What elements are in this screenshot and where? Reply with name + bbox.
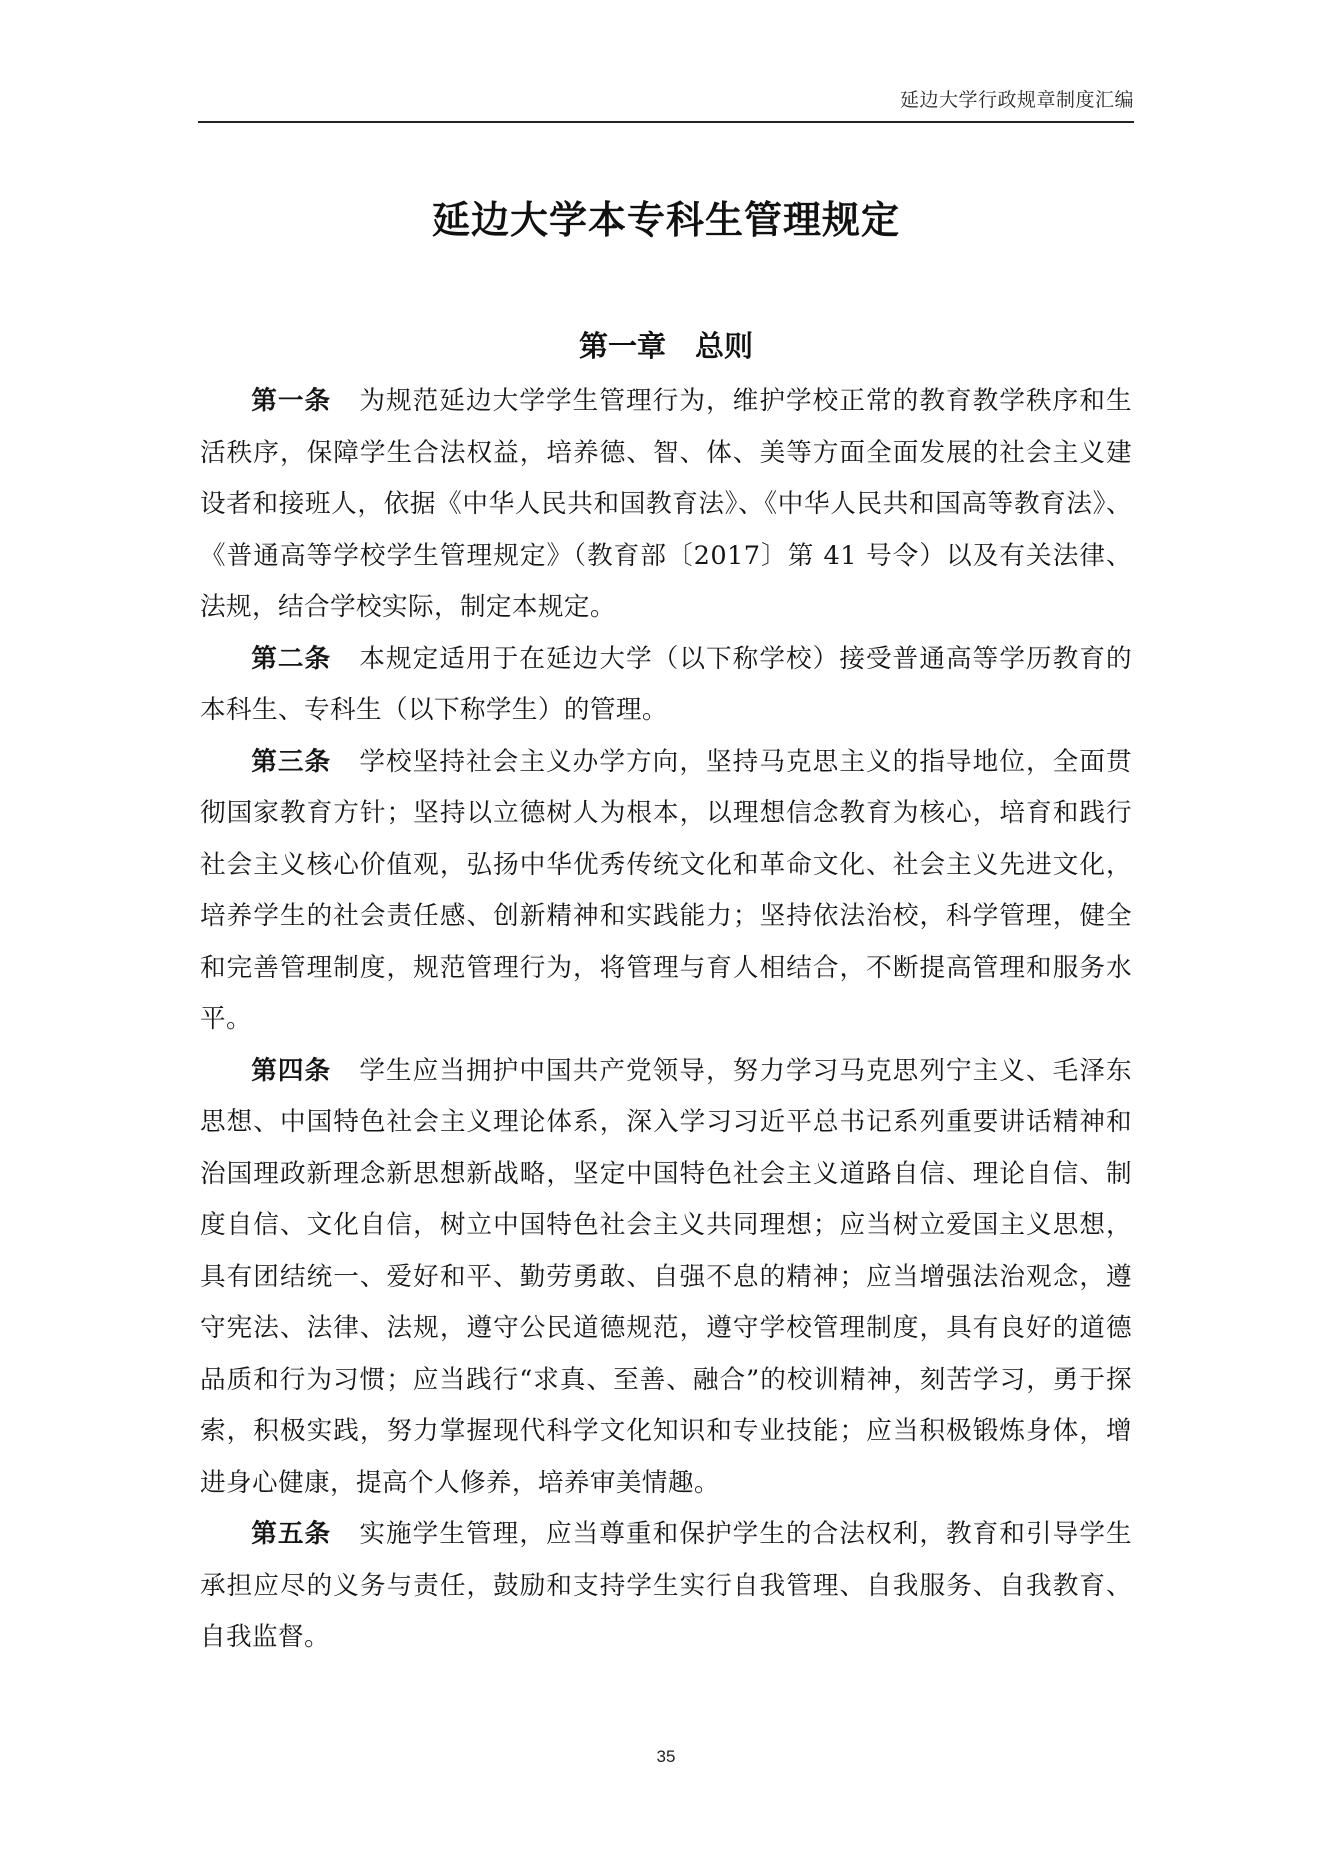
document-title: 延边大学本专科生管理规定 (431, 198, 900, 242)
article-label: 第五条 (251, 1519, 332, 1549)
article-text: 学生应当拥护中国共产党领导，努力学习马克思列宁主义、毛泽东思想、中国特色社会主义理论体系，深入学习习近平总书记系列重要讲话精神和治国理政新理念新思想新战略，坚定中国特色社会主义道路自信、理论自信、制度自信、文化自信，树立中国特色社会主义共同理想；应当树立爱国主义思想，具有团结统一、爱好和平、勤劳勇敢、自强不息的精神；应当增强法治观念，遵守宪法、法律、法规，遵守公民道德规范，遵守学校管理制度，具有良好的道德品质和行为习惯；应当践行“求真、至善、融合”的校训精神，刻苦学习，勇于探索，积极实践，努力掌握现代科学文化知识和专业技能；应当积极锻炼身体，增进身心健康，提高个人修养，培养审美情趣。 (200, 1055, 1132, 1498)
article-label: 第三条 (251, 746, 332, 777)
article-label: 第一条 (251, 386, 332, 416)
article-text: 实施学生管理，应当尊重和保护学生的合法权利，教育和引导学生承担应尽的义务与责任，鼓励和支持学生实行自我管理、自我服务、自我教育、自我监督。 (200, 1519, 1132, 1652)
article-label: 第四条 (251, 1055, 332, 1086)
article-text: 本规定适用于在延边大学（以下称学校）接受普通高等学历教育的本科生、专科生（以下称学生）的管理。 (200, 643, 1132, 725)
article-label: 第二条 (251, 643, 332, 674)
article-text: 为规范延边大学学生管理行为，维护学校正常的教育教学秩序和生活秩序，保障学生合法权益，培养德、智、体、美等方面全面发展的社会主义建设者和接班人，依据《中华人民共和国教育法》、《中华人民共和国高等教育法》、《普通高等学校学生管理规定》（教育部〔2017〕第 41 号令）以及有关法律、法规，结合学校实际，制定本规定。 (200, 386, 1132, 622)
page-number: 35 (656, 1747, 676, 1766)
article-2 (200, 634, 1132, 737)
article-4 (200, 1046, 1132, 1510)
running-header: 延边大学行政规章制度汇编 (899, 89, 1134, 111)
article-1 (200, 376, 1132, 634)
chapter-title: 第一章 总则 (578, 329, 753, 363)
article-text: 学校坚持社会主义办学方向，坚持马克思主义的指导地位，全面贯彻国家教育方针；坚持以立德树人为根本，以理想信念教育为核心，培育和践行社会主义核心价值观，弘扬中华优秀传统文化和革命文化、社会主义先进文化，培养学生的社会责任感、创新精神和实践能力；坚持依法治校，科学管理，健全和完善管理制度，规范管理行为，将管理与育人相结合，不断提高管理和服务水平。 (200, 746, 1132, 1034)
header-rule (198, 121, 1134, 123)
document-body (200, 376, 1132, 1664)
article-5 (200, 1509, 1132, 1664)
article-3 (200, 737, 1132, 1046)
